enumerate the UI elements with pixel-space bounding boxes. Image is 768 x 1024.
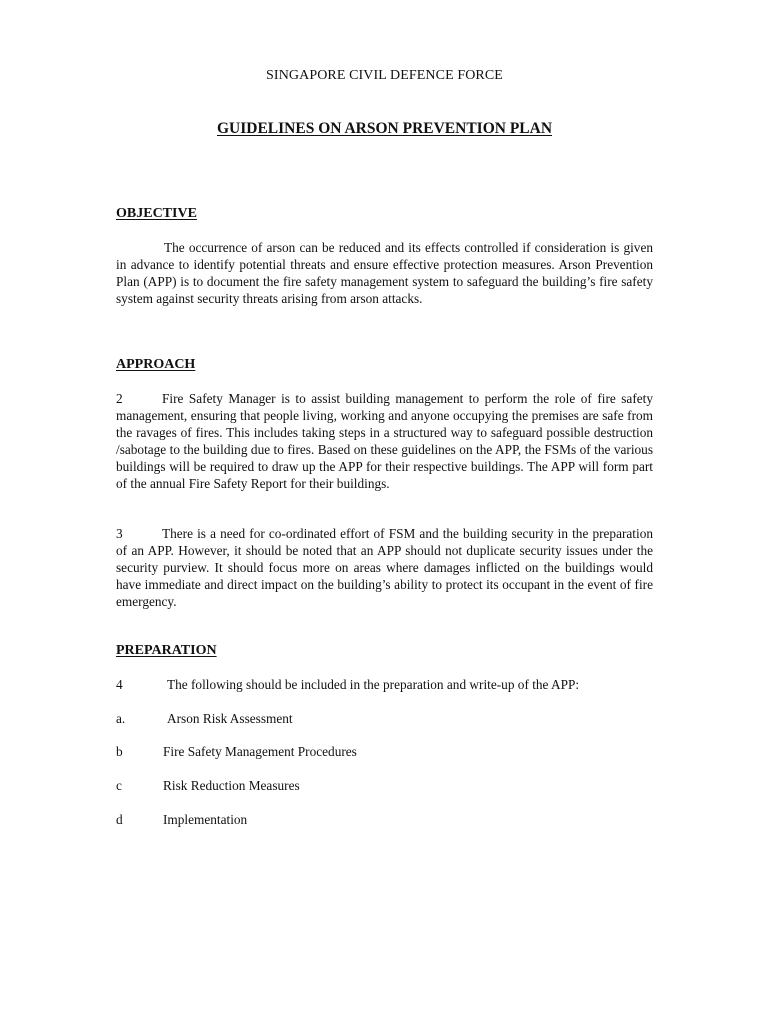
list-item-text: Implementation	[163, 812, 248, 827]
preparation-intro	[116, 676, 579, 693]
list-item	[116, 710, 293, 727]
list-item-label: b	[116, 744, 123, 759]
paragraph-number: 2	[116, 391, 123, 406]
paragraph-number: 4	[116, 677, 123, 692]
document-title: GUIDELINES ON ARSON PREVENTION PLAN	[216, 120, 553, 137]
paragraph-text: Fire Safety Manager is to assist building management to perform the role of fire safety management, ensuring that people living, working and anyone occupying the premises are safe from the ravages of fires. This includes taking steps in a structured way to safeguard possible destruction /sabotage to the building due to fires. Based on these guidelines on the APP, the FSMs of the various buildings will be required to draw up the APP for their respective buildings. The APP will form part of the annual Fire Safety Report for their buildings.	[116, 391, 653, 491]
paragraph-text: The following should be included in the preparation and write-up of the APP:	[167, 677, 580, 692]
list-item	[116, 811, 247, 828]
paragraph-text: There is a need for co-ordinated effort of FSM and the building security in the preparation of an APP. However, it should be noted that an APP should not duplicate security issues under the security purview. It should focus more on areas where damages inflicted on the buildings would have immediate and direct impact on the building’s ability to protect its occupant in the event of fire emergency.	[116, 526, 653, 609]
objective-paragraph	[116, 239, 653, 307]
approach-heading: APPROACH	[116, 357, 196, 372]
preparation-heading: PREPARATION	[116, 643, 217, 658]
approach-paragraph-2	[116, 390, 653, 492]
list-item-label: c	[116, 778, 122, 793]
objective-text: The occurrence of arson can be reduced and its effects controlled if consideration is given in advance to identify potential threats and ensure effective protection measures. Arson Prevention Plan (APP) is to document the fire safety management system to safeguard the building’s fire safety system against security threats arising from arson attacks.	[116, 240, 653, 306]
list-item-text: Arson Risk Assessment	[167, 711, 293, 726]
list-item-text: Fire Safety Management Procedures	[163, 744, 357, 759]
list-item	[116, 743, 357, 760]
document-page	[116, 0, 653, 1024]
list-item-label: d	[116, 812, 123, 827]
approach-paragraph-3	[116, 525, 653, 610]
objective-heading: OBJECTIVE	[116, 206, 197, 221]
paragraph-number: 3	[116, 526, 123, 541]
list-item	[116, 777, 300, 794]
list-item-text: Risk Reduction Measures	[163, 778, 300, 793]
organization-name: SINGAPORE CIVIL DEFENCE FORCE	[266, 68, 503, 83]
list-item-label: a.	[116, 711, 126, 726]
